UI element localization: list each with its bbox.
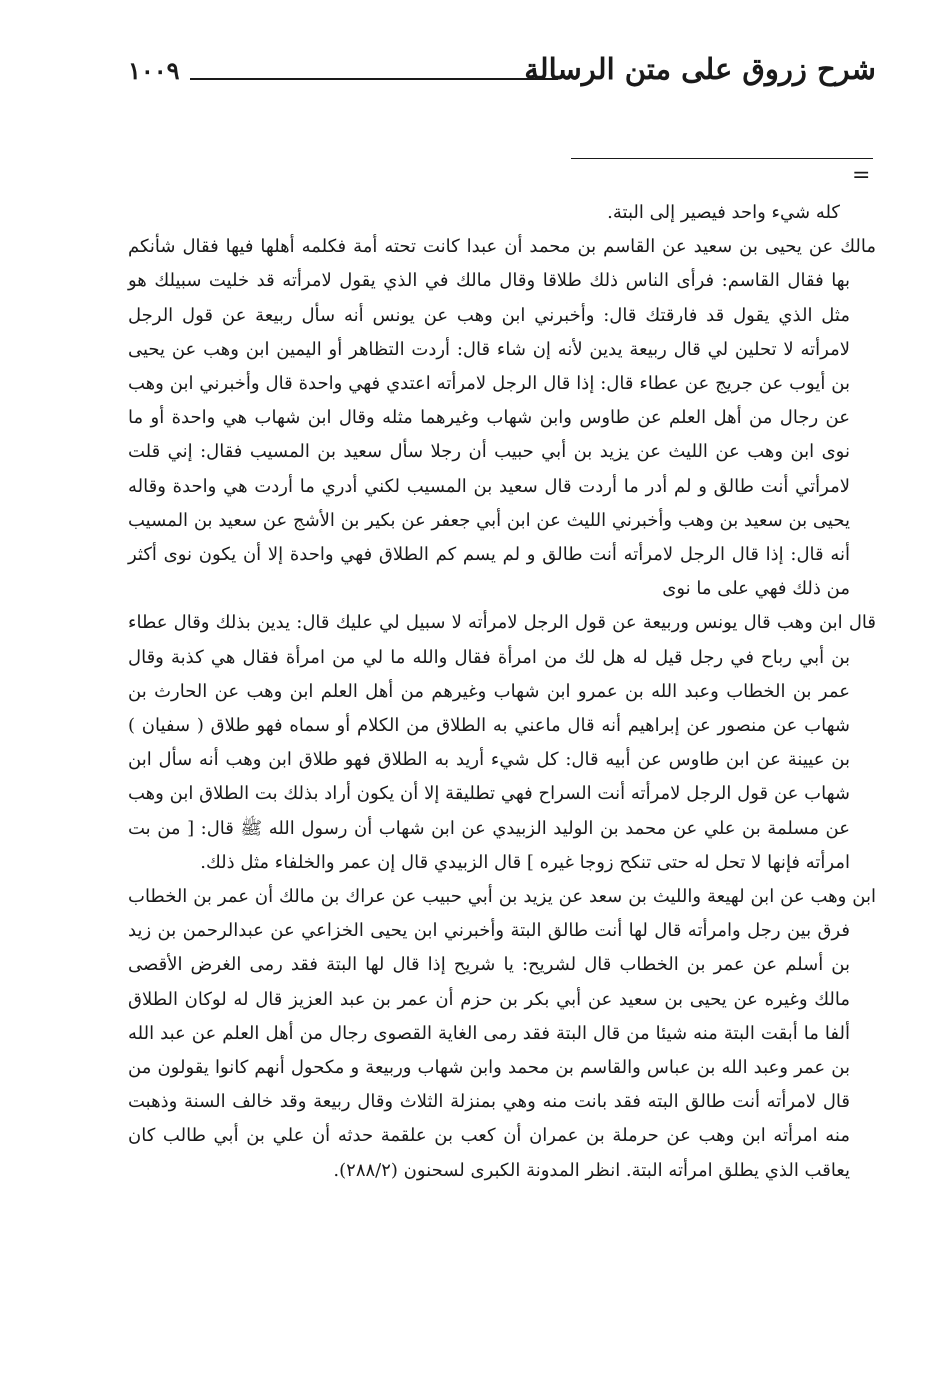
footnote-paragraph: قال ابن وهب قال يونس وربيعة عن قول الرجل لامرأته لا سبيل لي عليك قال: يدين بذلك وقال عطاء بن أبي رباح في رجل قيل له هل لك من امرأة فقال والله ما لي من امرأة فقال هي كذبة وقال عمر بن الخطاب وعبد الله بن عمرو ابن شهاب وغيرهم من أهل العلم ابن وهب عن الحارث بن شهاب عن منصور عن إبراهيم أنه قال ماعني به الطلاق من الكلام أو سماه فهو طلاق ( سفيان ) بن عيينة عن ابن طاوس عن أبيه قال: كل شيء أريد به الطلاق فهو طلاق ابن وهب أنه سأل ابن شهاب عن قول الرجل لامرأته أنت السراح فهي تطليقة إلا أن يكون أراد بذلك بت الطلاق ابن وهب عن مسلمة بن علي عن محمد بن الوليد الزبيدي عن ابن شهاب أن رسول الله ﷺ قال: [ من بت امرأته فإنها لا تحل له حتى تنكح زوجا غيره ] قال الزبيدي قال إن عمر والخلفاء مثل ذلك.	[128, 612, 876, 873]
page-number: ١٠٠٩	[128, 56, 180, 85]
page-header	[128, 52, 876, 102]
running-title: شرح زروق على متن الرسالة	[524, 52, 876, 86]
footnote-paragraph: كله شيء واحد فيصير إلى البتة.	[607, 202, 840, 223]
footnote-separator	[571, 158, 873, 159]
footnote-continuation-marker: =	[852, 163, 871, 188]
footnote-paragraph: ابن وهب عن ابن لهيعة والليث بن سعد عن يزيد بن أبي حبيب عن عراك بن مالك أن عمر بن الخطاب فرق بين رجل وامرأته قال لها أنت طالق البتة وأخبرني ابن يحيى الخزاعي عن عبدالرحمن بن زيد بن أسلم عن عمر بن الخطاب قال لشريح: يا شريح إذا قال لها البتة فقد رمى الغرض الأقصى مالك وغيره عن يحيى بن سعيد عن أبي بكر بن حزم أن عمر بن عبد العزيز قال له لوكان الطلاق ألفا ما أبقت البتة منه شيئا من قال البتة فقد رمى الغاية القصوى رجال من أهل العلم عن عبد الله بن عمر وعبد الله بن عباس والقاسم بن محمد وابن شهاب وربيعة و مكحول أنهم كانوا يقولون من قال لامرأته أنت طالق البته فقد بانت منه وهي بمنزلة الثلاث وقال ربيعة وقد خالف السنة وذهبت منه امرأته ابن وهب عن حرملة بن عمران أن كعب بن علقمة حدثه أن علي بن أبي طالب كان يعاقب الذي يطلق امرأته البتة. انظر المدونة الكبرى لسحنون (٢٨٨/٢).	[128, 886, 876, 1181]
header-rule	[190, 78, 558, 80]
footnote-paragraph: مالك عن يحيى بن سعيد عن القاسم بن محمد أن عبدا كانت تحته أمة فكلمه أهلها فيها فقال شأنكم بها فقال القاسم: فرأى الناس ذلك طلاقا وقال مالك في الذي يقول لامرأته قد خليت سبيلك هو مثل الذي يقول قد فارقتك قال: وأخبرني ابن وهب عن يونس أنه سأل ربيعة عن قول الرجل لامرأته لا تحلين لي قال ربيعة يدين لأنه إن شاء قال: أردت التظاهر أو اليمين ابن وهب عن يحيى بن أيوب عن جريج عن عطاء قال: إذا قال الرجل لامرأته اعتدي فهي واحدة قال وأخبرني ابن وهب عن رجال من أهل العلم عن طاوس وابن شهاب وغيرهما مثله وقال ابن شهاب هي واحدة أو ما نوى ابن وهب عن الليث عن يزيد بن أبي حبيب أن رجلا سأل سعيد بن المسيب فقال: إني قلت لامرأتي أنت طالق و لم أدر ما أردت قال سعيد بن المسيب لكني أدري ما أردت هي واحدة وقاله يحيى بن سعيد بن وهب وأخبرني الليث عن ابن أبي جعفر عن بكير بن الأشج عن سعيد بن المسيب أنه قال: إذا قال الرجل لامرأته أنت طالق و لم يسم كم الطلاق فهي واحدة إلا أن يكون نوى أكثر من ذلك فهي على ما نوى	[128, 236, 876, 600]
footnotes-body	[128, 196, 876, 1188]
